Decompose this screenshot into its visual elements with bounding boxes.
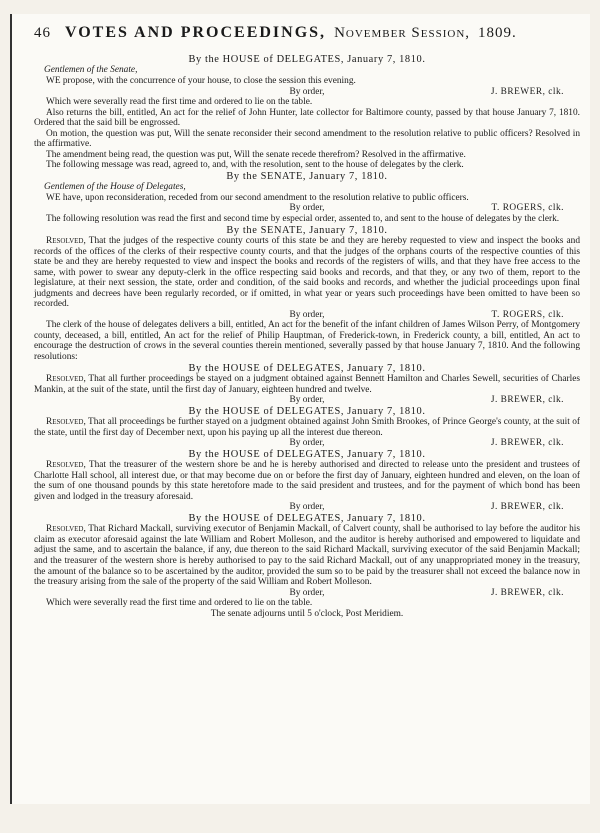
resolution-text: That the judges of the respective county courts of this state be and they are hereby requested to view and inspect the books and records of the offices of the clerks of their respective county courts, and that the judges of the orphans courts of the respective counties of this state be and they are hereby requested to view and inspect the books and records of the registers of wills, and that they have free access to the same, with power to swear any deputy-clerk in the office respecting said books and records, and that they, or any two of them, report to the legislature, at their next session, the state, order and condition, of the said books and records, and whether the judicial proceedings upon final judgments and decrees have been regularly recorded, or if omitted, in what year or years such proceedings have been omitted to have been so recorded. [34, 235, 580, 310]
proceeding-heading: By the HOUSE of DELEGATES, January 7, 1810. [188, 512, 426, 524]
resolved-lead: Resolved, [46, 460, 86, 471]
resolution-paragraph [34, 417, 580, 438]
proceeding-heading: By the HOUSE of DELEGATES, January 7, 1810. [188, 54, 426, 65]
resolution-paragraph [34, 374, 580, 395]
order-signature [34, 502, 580, 513]
resolution-paragraph [34, 460, 580, 502]
page-title: VOTES AND PROCEEDINGS, [65, 24, 327, 41]
order-signature [34, 395, 580, 406]
clerk-signature: J. BREWER, clk. [490, 438, 564, 449]
resolution-paragraph [34, 524, 580, 587]
order-signature [34, 87, 580, 98]
document-body [34, 54, 580, 619]
paragraph: The clerk of the house of delegates delivers a bill, entitled, An act for the benefit of the infant children of James Wilson Perry, of Montgomery county, deceased, a bill, entitled, An act for the relief of Philip Hauptman, of Frederick-town, in Frederick county, a bill, entitled, An act to encourage the destruction of crows in the several counties therein mentioned, severally passed by that house January 7, 1810. And the following resolutions: [34, 320, 580, 363]
clerk-signature: J. BREWER, clk. [490, 502, 564, 513]
clerk-signature: T. ROGERS, clk. [491, 203, 564, 214]
adjournment-note: The senate adjourns until 5 o'clock, Post Meridiem. [210, 608, 404, 619]
resolution-paragraph [34, 236, 580, 310]
proceeding-heading: By the SENATE, January 7, 1810. [226, 224, 388, 236]
page-number: 46 [34, 25, 51, 41]
resolved-lead: Resolved, [46, 417, 86, 428]
by-order-label: By order, [289, 203, 325, 214]
resolved-lead: Resolved, [46, 524, 86, 535]
resolved-lead: Resolved, [46, 373, 86, 384]
clerk-signature: J. BREWER, clk. [490, 86, 564, 97]
paragraph: The following resolution was read the first and second time by especial order, assented to, and sent to the house of delegates by the clerk. [46, 214, 560, 225]
session-label: November Session, [334, 25, 471, 41]
by-order-label: By order, [289, 587, 325, 598]
resolved-lead: Resolved, [46, 235, 86, 246]
by-order-label: By order, [289, 502, 325, 513]
by-order-label: By order, [289, 309, 325, 320]
clerk-signature: J. BREWER, clk. [490, 587, 564, 598]
order-signature [34, 203, 580, 214]
proceeding-heading: By the SENATE, January 7, 1810. [226, 170, 388, 182]
by-order-label: By order, [289, 86, 325, 97]
paragraph: Which were severally read the first time and ordered to lie on the table. [46, 97, 313, 108]
resolution-text: That Richard Mackall, surviving executor of Benjamin Mackall, of Calvert county, shall be authorised to lay before the auditor his claim as executor aforesaid against the late William and Robert Molleson, and the auditor is hereby authorised and empowered to liquidate and adjust the same, and to ascertain the balance, if any, due thereon to the said Richard Mackall, surviving executor of the said Benjamin Mackall; and the treasurer of the western shore is hereby authorised to pay to the said Richard Mackall, out of any unappropriated money in the treasury, the amount of the balance so to be ascertained by the auditor, provided the sum so to be paid by the treasurer shall not exceed the balance now in the treasury arising from the sale of the property of the said William and Robert Molleson. [34, 524, 580, 588]
paragraph: On motion, the question was put, Will the senate reconsider their second amendment to the resolution relative to public officers? Resolved in the affirmative. [34, 128, 580, 150]
proceeding-heading: By the HOUSE of DELEGATES, January 7, 1810. [188, 362, 426, 374]
by-order-label: By order, [289, 438, 325, 449]
resolution-text: That the treasurer of the western shore be and he is hereby authorised and directed to release unto the president and trustees of Charlotte Hall school, all interest due, or that may become due on or before the first day of January, eighteen hundred and eleven, on the loan of the sum of one thousand pounds by this state heretofore made to the said president and trustees, and for the payment of which bond has been given and lodged in the treasury aforesaid. [34, 460, 581, 502]
proceeding-heading: By the HOUSE of DELEGATES, January 7, 1810. [188, 405, 426, 417]
paragraph: WE propose, with the concurrence of your house, to close the session this evening. [46, 75, 356, 86]
by-order-label: By order, [289, 395, 325, 406]
clerk-signature: T. ROGERS, clk. [491, 309, 564, 320]
salutation: Gentlemen of the House of Delegates, [44, 182, 186, 193]
clerk-signature: J. BREWER, clk. [490, 395, 564, 406]
paragraph: The following message was read, agreed to, and, with the resolution, sent to the house of delegates by the clerk. [46, 160, 464, 171]
resolution-text: That all proceedings be further stayed on a judgment obtained against John Smith Brookes, of Prince George's county, at the suit of the state, until the first day of December next, upon his paying up all the interest due thereon. [34, 417, 580, 438]
order-signature [34, 588, 580, 599]
salutation: Gentlemen of the Senate, [44, 65, 138, 76]
paragraph: The amendment being read, the question was put, Will the senate recede therefrom? Resolved in the affirmative. [46, 149, 466, 160]
order-signature [34, 310, 580, 321]
resolution-text: That all further proceedings be stayed on a judgment obtained against Bennett Hamilton and Charles Sewell, securities of Charles Mankin, at the suit of the state, until the first day of January, eighteen hundred and twelve. [34, 373, 580, 395]
order-signature [34, 438, 580, 449]
running-head [34, 14, 580, 54]
session-year: 1809. [478, 25, 517, 41]
proceeding-heading: By the HOUSE of DELEGATES, January 7, 1810. [188, 448, 426, 460]
paragraph: Also returns the bill, entitled, An act for the relief of John Hunter, late collector for Baltimore county, passed by that house January 7, 1810. Ordered that the said bill be engrossed. [34, 107, 580, 129]
document-page [10, 14, 590, 804]
paragraph: Which were severally read the first time and ordered to lie on the table. [46, 598, 313, 609]
paragraph: WE have, upon reconsideration, receded from our second amendment to the resolution relative to public officers. [46, 192, 469, 203]
